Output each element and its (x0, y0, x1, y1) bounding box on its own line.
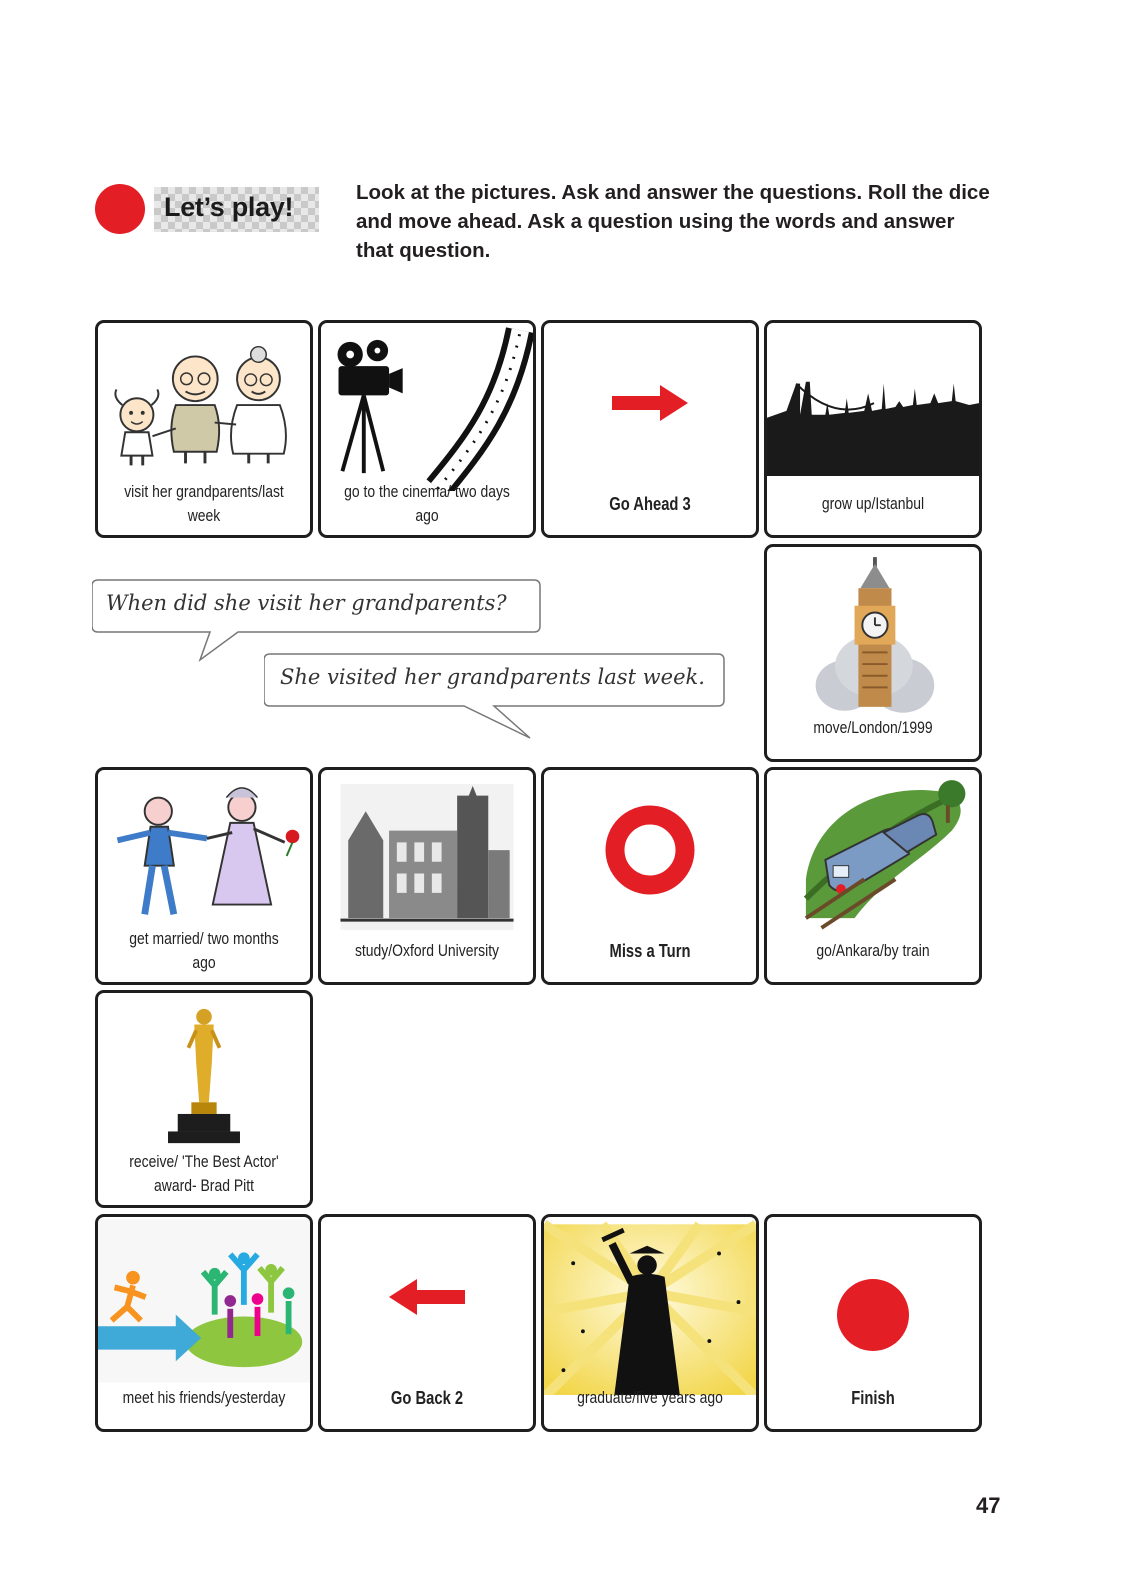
big-ben-icon (767, 547, 979, 715)
board-square-miss-turn (541, 767, 759, 985)
oscar-statue-icon (98, 993, 310, 1161)
board-square-finish (764, 1214, 982, 1432)
board-square-graduate (541, 1214, 759, 1432)
arrow-right-icon (610, 383, 690, 423)
answer-text: She visited her grandparents last week. (280, 665, 705, 689)
board-square-cinema (318, 320, 536, 538)
tile-label: meet his friends/yesterday (122, 1388, 286, 1407)
board-square-married (95, 767, 313, 985)
tile-label: graduate/five years ago (577, 1388, 723, 1407)
lets-play-title: Let’s play! (164, 192, 294, 222)
red-ring-icon (602, 802, 698, 898)
board-square-go-ahead (541, 320, 759, 538)
tile-label: Go Back 2 (390, 1388, 464, 1408)
movie-camera-icon (321, 323, 533, 491)
istanbul-skyline-icon (767, 323, 979, 491)
arrow-left-icon (387, 1277, 467, 1317)
board-square-grandparents (95, 320, 313, 538)
question-text: When did she visit her grandparents? (106, 591, 507, 615)
board-square-oxford (318, 767, 536, 985)
tile-label: visit her grandparents/last week (124, 482, 284, 525)
tile-label: move/London/1999 (813, 718, 933, 737)
meeting-friends-icon (98, 1217, 310, 1385)
graduate-icon (544, 1217, 756, 1395)
board-square-go-back (318, 1214, 536, 1432)
tile-label: go to the cinema/ two days ago (344, 482, 510, 525)
tile-label: get married/ two months ago (129, 929, 279, 972)
oxford-building-icon (321, 770, 533, 938)
red-dot-icon (95, 184, 145, 234)
tile-label: grow up/Istanbul (821, 494, 925, 513)
tile-label: go/Ankara/by train (816, 941, 930, 960)
train-icon (767, 770, 979, 938)
board-square-train (764, 767, 982, 985)
tile-label: Go Ahead 3 (609, 494, 691, 514)
instructions-text: Look at the pictures. Ask and answer the questions. Roll the dice and move ahead. Ask a question using the words and answer that question. (356, 181, 990, 262)
married-couple-icon (98, 770, 310, 938)
grandparents-family-icon (98, 323, 310, 491)
board-square-oscar (95, 990, 313, 1208)
red-dot-icon (835, 1277, 911, 1353)
tile-label: study/Oxford University (354, 941, 500, 960)
board-square-friends (95, 1214, 313, 1432)
tile-label: receive/ 'The Best Actor' award- Brad Pitt (129, 1152, 279, 1195)
tile-label: Miss a Turn (609, 941, 691, 961)
answer-bubble (264, 650, 726, 742)
page-number: 47 (976, 1493, 1001, 1518)
tile-label: Finish (851, 1388, 895, 1408)
board-square-istanbul (764, 320, 982, 538)
board-square-london (764, 544, 982, 762)
